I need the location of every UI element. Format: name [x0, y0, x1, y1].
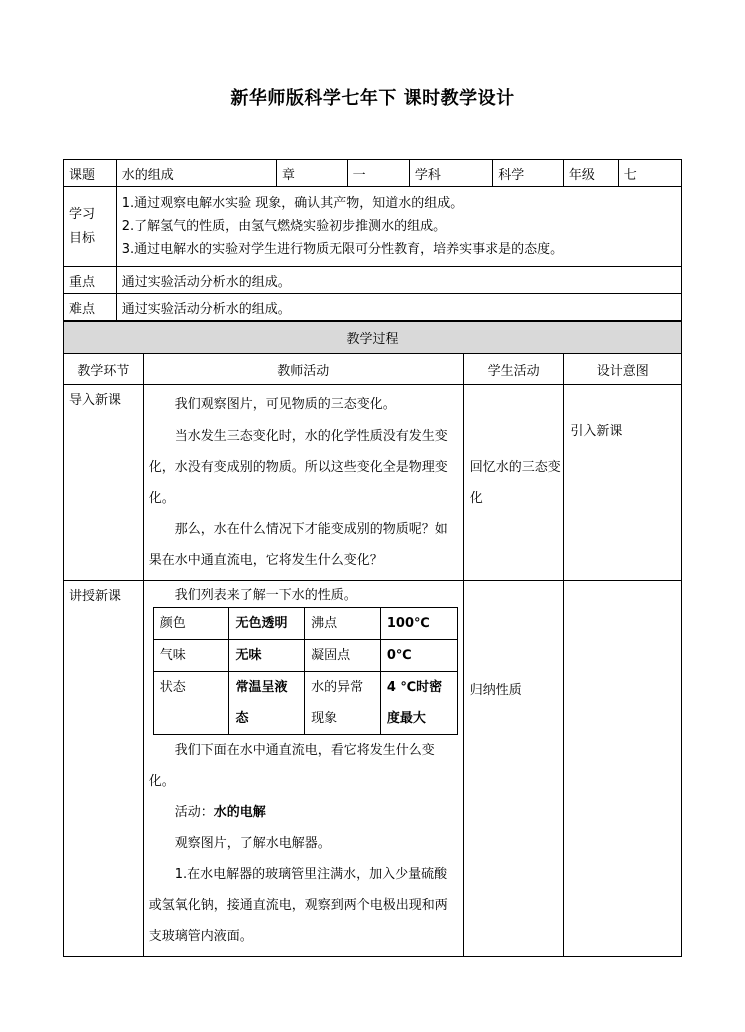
subject-label: 学科 — [409, 160, 492, 187]
lecture-p1: 我们列表来了解一下水的性质。 — [174, 588, 357, 603]
intro-teacher-p2: 当水发生三态变化时，水的化学性质没有发生变化，水没有变成别的物质。所以这些变化全是物理变化。 — [148, 429, 448, 506]
prop-value: 无味 — [229, 640, 305, 672]
difficulty-label: 难点 — [64, 294, 117, 321]
prop-label: 沸点 — [305, 608, 381, 640]
grade-value: 七 — [618, 160, 681, 187]
col-teacher: 教师活动 — [143, 354, 463, 385]
intro-purpose — [564, 385, 682, 581]
prop-label: 凝固点 — [305, 640, 381, 672]
topic-value: 水的组成 — [116, 160, 276, 187]
intro-student-text: 回忆水的三态变化 — [469, 459, 561, 506]
intro-student — [463, 385, 564, 581]
prop-label: 颜色 — [153, 608, 229, 640]
lecture-p3: 观察图片，了解水电解器。 — [174, 836, 331, 851]
page-title: 新华师版科学七年下 课时教学设计 — [230, 88, 515, 109]
goals-list — [116, 187, 681, 267]
activity-line — [149, 797, 458, 828]
lesson-info-table — [63, 159, 682, 321]
intro-stage — [64, 385, 144, 581]
chapter-label: 章 — [277, 160, 348, 187]
topic-label: 课题 — [64, 160, 117, 187]
key-point-label: 重点 — [64, 267, 117, 294]
col-purpose: 设计意图 — [564, 354, 682, 385]
lecture-student-text: 归纳性质 — [469, 683, 522, 698]
prop-value: 0℃ — [380, 640, 457, 672]
lecture-p2: 我们下面在水中通直流电，看它将发生什么变化。 — [148, 743, 435, 789]
lecture-student — [463, 581, 564, 957]
goal-item: 3.通过电解水的实验对学生进行物质无限可分性教育，培养实事求是的态度。 — [121, 242, 564, 257]
teaching-process-table — [63, 321, 682, 957]
prop-value: 常温呈液态 — [229, 672, 305, 735]
intro-teacher-p3: 那么，水在什么情况下才能变成别的物质呢？如果在水中通直流电，它将发生什么变化？ — [148, 522, 448, 568]
intro-teacher-p1: 我们观察图片，可见物质的三态变化。 — [174, 397, 396, 412]
prop-label: 水的异常现象 — [305, 672, 381, 735]
grade-label: 年级 — [563, 160, 618, 187]
prop-value: 100℃ — [380, 608, 457, 640]
goals-label — [64, 187, 117, 267]
col-student: 学生活动 — [463, 354, 564, 385]
activity-label: 活动： — [174, 805, 214, 820]
lecture-stage — [64, 581, 144, 957]
chapter-value: 一 — [347, 160, 409, 187]
intro-purpose-text: 引入新课 — [570, 424, 623, 439]
process-header: 教学过程 — [64, 322, 682, 354]
prop-value: 无色透明 — [229, 608, 305, 640]
goal-item: 1.通过观察电解水实验 现象，确认其产物，知道水的组成。 — [121, 196, 464, 211]
goals-label-text: 学习目标 — [69, 206, 96, 246]
activity-name: 水的电解 — [213, 805, 266, 820]
prop-label: 状态 — [153, 672, 229, 735]
subject-value: 科学 — [493, 160, 564, 187]
water-properties-table — [153, 607, 458, 735]
prop-label: 气味 — [153, 640, 229, 672]
goal-item: 2.了解氢气的性质，由氢气燃烧实验初步推测水的组成。 — [121, 219, 447, 234]
intro-teacher — [143, 385, 463, 581]
prop-value: 4 ℃时密度最大 — [380, 672, 457, 735]
lecture-p4: 1.在水电解器的玻璃管里注满水，加入少量硫酸或氢氧化钠，接通直流电，观察到两个电极出现和两支玻璃管内液面。 — [148, 867, 448, 944]
difficulty-value: 通过实验活动分析水的组成。 — [116, 294, 681, 321]
key-point-value: 通过实验活动分析水的组成。 — [116, 267, 681, 294]
col-stage: 教学环节 — [64, 354, 144, 385]
intro-stage-text: 导入新课 — [69, 393, 122, 408]
lecture-purpose — [564, 581, 682, 957]
lecture-stage-text: 讲授新课 — [69, 589, 122, 604]
lecture-teacher — [143, 581, 463, 957]
